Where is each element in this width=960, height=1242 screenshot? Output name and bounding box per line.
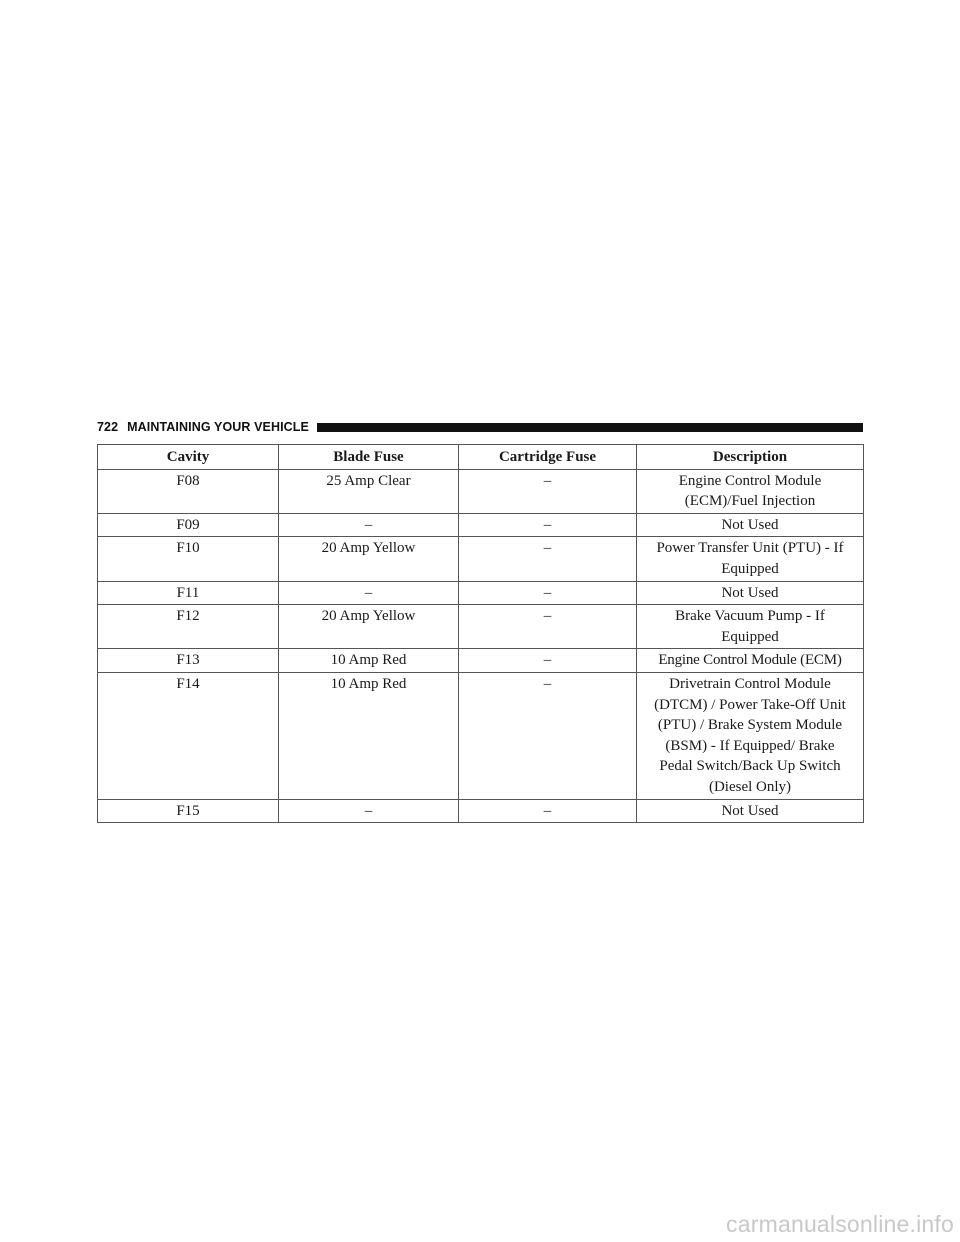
page-number: 722 — [97, 420, 119, 434]
column-header-cavity: Cavity — [98, 445, 279, 470]
cell-cavity: F14 — [98, 672, 279, 799]
cell-cavity: F08 — [98, 469, 279, 513]
cell-blade-fuse: 10 Amp Red — [279, 672, 459, 799]
cell-cartridge-fuse: – — [459, 513, 637, 537]
cell-cavity: F12 — [98, 605, 279, 649]
cell-description: Not Used — [637, 799, 864, 823]
cell-blade-fuse: – — [279, 581, 459, 605]
cell-blade-fuse: 20 Amp Yellow — [279, 605, 459, 649]
cell-cartridge-fuse: – — [459, 672, 637, 799]
column-header-cartridge-fuse: Cartridge Fuse — [459, 445, 637, 470]
table-row — [98, 537, 864, 581]
table-row — [98, 605, 864, 649]
cell-cartridge-fuse: – — [459, 649, 637, 673]
cell-description: Not Used — [637, 581, 864, 605]
cell-blade-fuse: 25 Amp Clear — [279, 469, 459, 513]
cell-cartridge-fuse: – — [459, 581, 637, 605]
cell-cartridge-fuse: – — [459, 469, 637, 513]
cell-cavity: F11 — [98, 581, 279, 605]
fuse-table — [97, 444, 864, 823]
cell-cavity: F13 — [98, 649, 279, 673]
cell-cartridge-fuse: – — [459, 799, 637, 823]
table-row — [98, 649, 864, 673]
section-title: MAINTAINING YOUR VEHICLE — [127, 420, 309, 434]
cell-description: Drivetrain Control Module (DTCM) / Power Take-Off Unit (PTU) / Brake System Module (BSM) - If Equipped/ Brake Pedal Switch/Back Up Switch (Diesel Only) — [637, 672, 864, 799]
cell-blade-fuse: 20 Amp Yellow — [279, 537, 459, 581]
column-header-blade-fuse: Blade Fuse — [279, 445, 459, 470]
cell-cavity: F10 — [98, 537, 279, 581]
table-row — [98, 469, 864, 513]
cell-description: Engine Control Module (ECM)/Fuel Injection — [637, 469, 864, 513]
cell-cartridge-fuse: – — [459, 537, 637, 581]
cell-cavity: F15 — [98, 799, 279, 823]
table-row — [98, 672, 864, 799]
cell-blade-fuse: 10 Amp Red — [279, 649, 459, 673]
cell-cartridge-fuse: – — [459, 605, 637, 649]
header-rule — [317, 423, 863, 432]
table-row — [98, 513, 864, 537]
cell-description: Not Used — [637, 513, 864, 537]
table-row — [98, 799, 864, 823]
page-header — [97, 418, 863, 436]
table-header-row — [98, 445, 864, 470]
cell-blade-fuse: – — [279, 799, 459, 823]
column-header-description: Description — [637, 445, 864, 470]
cell-description: Engine Control Module (ECM) — [637, 649, 864, 673]
cell-blade-fuse: – — [279, 513, 459, 537]
cell-description: Power Transfer Unit (PTU) - If Equipped — [637, 537, 864, 581]
cell-description: Brake Vacuum Pump - If Equipped — [637, 605, 864, 649]
watermark-text: carmanualsonline.info — [726, 1211, 954, 1237]
cell-cavity: F09 — [98, 513, 279, 537]
table-row — [98, 581, 864, 605]
